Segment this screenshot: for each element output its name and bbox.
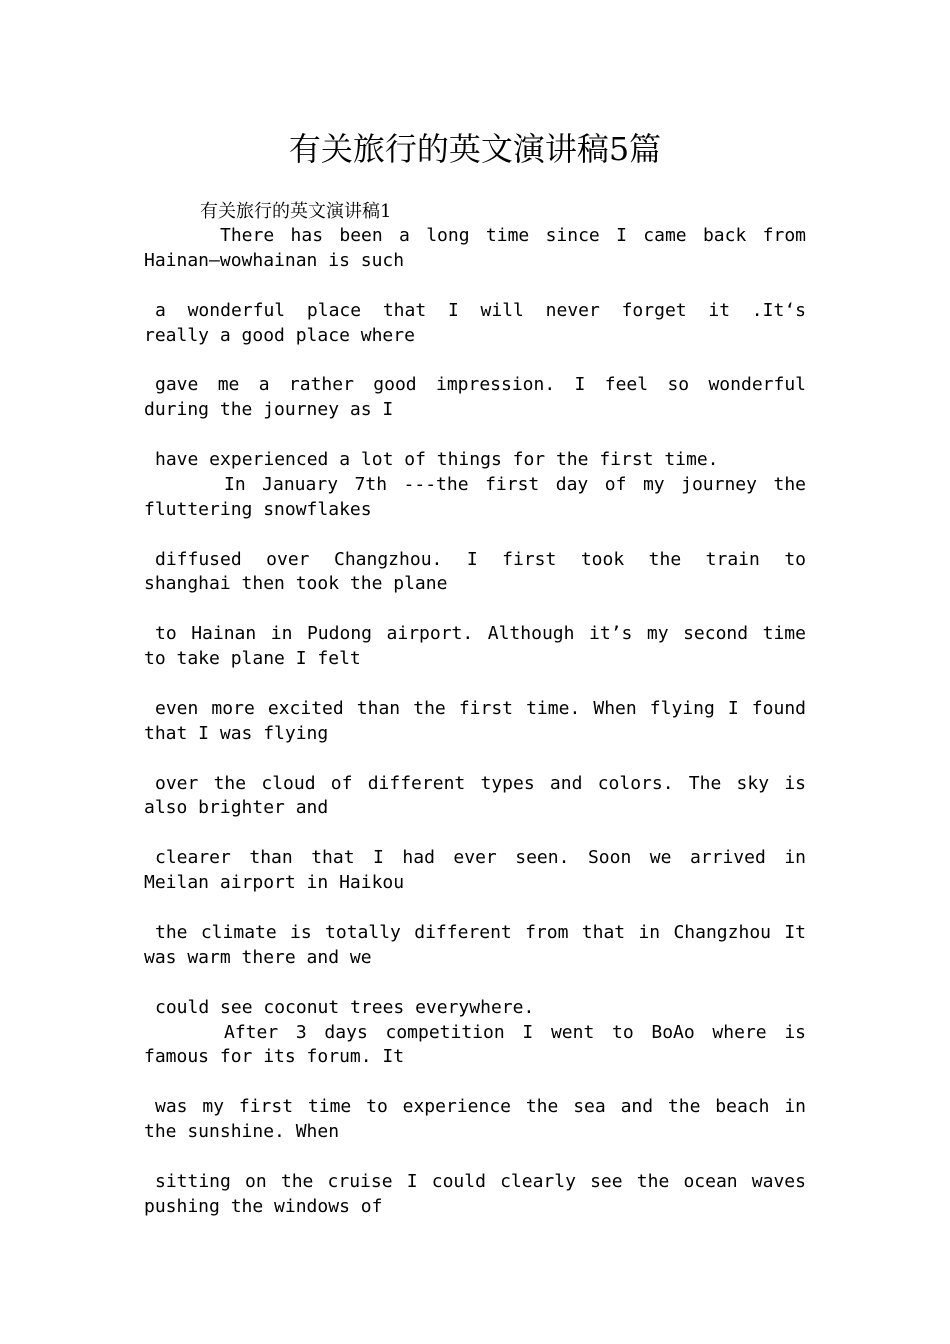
- blank-line: [144, 274, 806, 299]
- blank-line: [144, 821, 806, 846]
- section-heading: 有关旅行的英文演讲稿1: [200, 201, 392, 222]
- blank-line: [144, 348, 806, 373]
- body-line: diffused over Changzhou. I first took the train to: [155, 548, 806, 570]
- body-line: to take plane I felt: [144, 648, 361, 670]
- blank-line: [144, 1070, 806, 1095]
- body-line: pushing the windows of: [144, 1195, 383, 1217]
- blank-line: [144, 597, 806, 622]
- body-line: have experienced a lot of things for the first time.: [155, 449, 719, 471]
- blank-line: [144, 1145, 806, 1170]
- body-line: to Hainan in Pudong airport. Although it’s my second time: [155, 623, 806, 645]
- body-line: gave me a rather good impression. I feel so wonderful: [155, 374, 806, 396]
- body-line: really a good place where: [144, 324, 415, 346]
- blank-line: [144, 672, 806, 697]
- document-title: 有关旅行的英文演讲稿5篇: [288, 130, 662, 168]
- body-line: shanghai then took the plane: [144, 573, 448, 595]
- body-line: fluttering snowflakes: [144, 498, 372, 520]
- body-line: the climate is totally different from that in Changzhou It: [155, 921, 806, 943]
- body-line: sitting on the cruise I could clearly see the ocean waves: [155, 1170, 806, 1192]
- body-line: clearer than that I had ever seen. Soon we arrived in: [155, 847, 806, 869]
- blank-line: [144, 896, 806, 921]
- body-text: [144, 224, 806, 1220]
- blank-line: [144, 971, 806, 996]
- body-line: could see coconut trees everywhere.: [155, 996, 535, 1018]
- body-line: was warm there and we: [144, 946, 372, 968]
- blank-line: [144, 423, 806, 448]
- blank-line: [144, 523, 806, 548]
- body-line: also brighter and: [144, 797, 329, 819]
- blank-line: [144, 747, 806, 772]
- body-line: even more excited than the first time. When flying I found: [155, 697, 806, 719]
- body-line: over the cloud of different types and colors. The sky is: [155, 772, 806, 794]
- body-line: during the journey as I: [144, 399, 394, 421]
- body-line: a wonderful place that I will never forget it .It‘s: [155, 299, 806, 321]
- body-line: the sunshine. When: [144, 1121, 340, 1143]
- body-line: famous for its forum. It: [144, 1046, 405, 1068]
- body-line: Meilan airport in Haikou: [144, 872, 405, 894]
- body-line: There has been a long time since I came back from: [220, 225, 806, 246]
- body-line: After 3 days competition I went to BoAo where is: [224, 1021, 806, 1043]
- body-line: that I was flying: [144, 722, 329, 744]
- body-line: was my first time to experience the sea and the beach in: [155, 1096, 806, 1118]
- body-line: In January 7th ---the first day of my journey the: [224, 473, 806, 495]
- body-line: Hainan—wowhainan is such: [144, 249, 405, 271]
